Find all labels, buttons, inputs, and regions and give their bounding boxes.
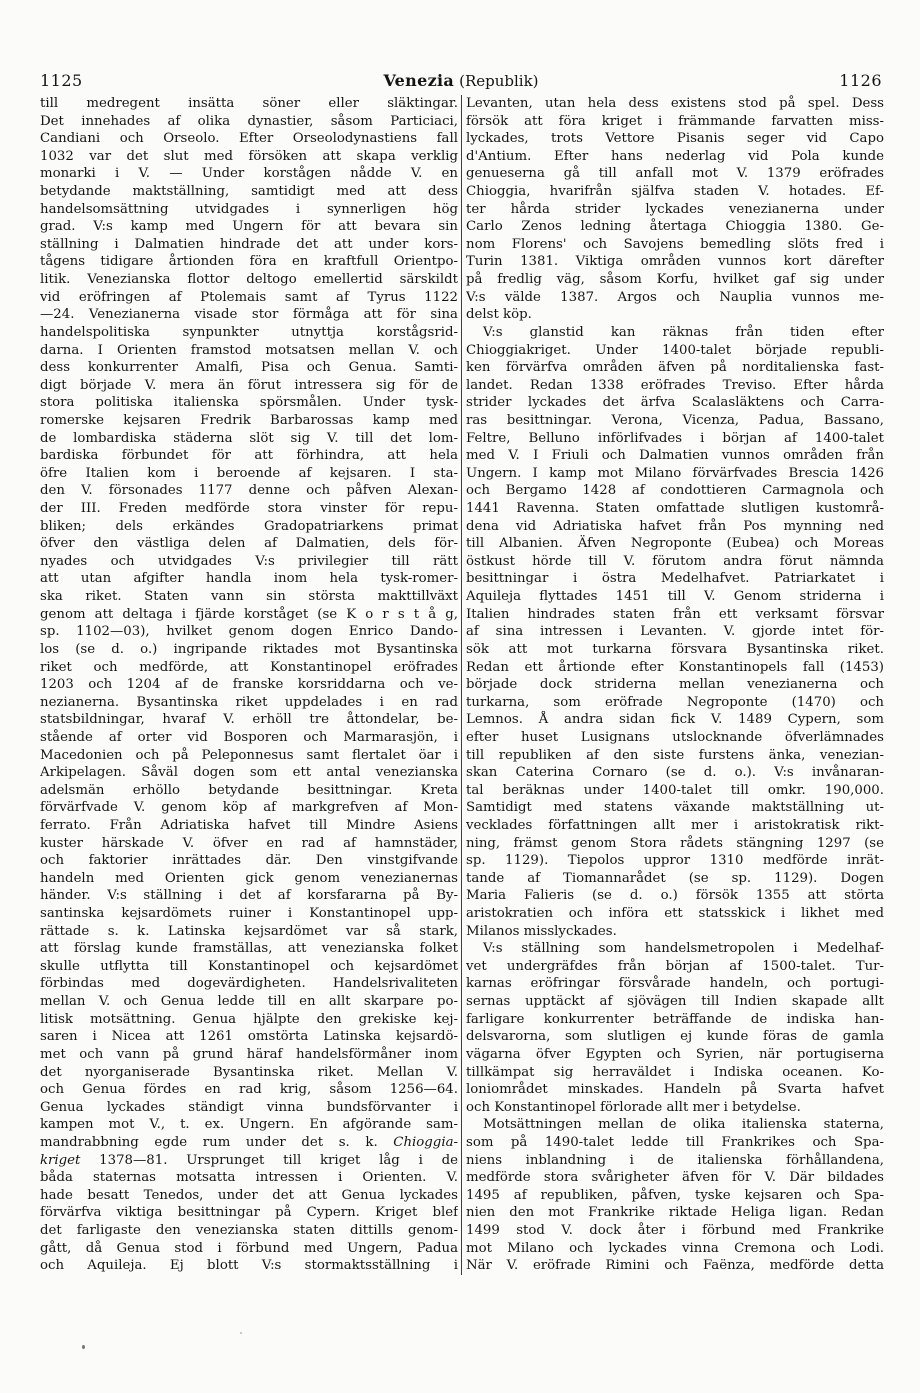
text-line: V:s glanstid kan räknas från tiden efter (483, 324, 884, 340)
text-line: statsbildningar, hvaraf V. erhöll tre åttondelar, be- (40, 712, 458, 728)
text-line: Macedonien och på Peleponnesus samt flertalet öar i (40, 747, 458, 763)
text-line: öfver den västliga delen af Dalmatien, dels för- (40, 536, 458, 552)
text-line: —24. Venezianerna visade stor förmåga att för sina (40, 307, 458, 323)
text-line: turkarna, som eröfrade Negroponte (1470) och (466, 694, 884, 710)
text-line: med V. I Friuli och Dalmatien vunnos områden från (466, 448, 884, 464)
text-line: litisk motsättning. Genua hjälpte den grekiske kej- (40, 1011, 458, 1027)
text-line: ras besittningar. Verona, Vicenza, Padua, Bassano, (466, 412, 884, 428)
text-line: vid eröfringen af Ptolemais samt af Tyrus 1122 (40, 289, 458, 305)
text-line: 1032 var det slut med försöken att skapa verklig (40, 148, 458, 164)
text-line: att utan afgifter handla inom hela tysk-romer- (40, 571, 458, 587)
text-line: adelsmän erhöllo betydande besittningar. Kreta (40, 782, 458, 798)
text-line: Feltre, Belluno införlifvades i början af 1400-talet (466, 430, 884, 446)
text-line: tillkämpat sig herraväldet i Indiska oceanen. Ko- (466, 1064, 884, 1080)
text-line: och faktorier inrättades där. Den vinstgifvande (40, 853, 458, 869)
text-line: stående af orter vid Bosporen och Marmarasjön, i (40, 729, 458, 745)
text-line: nezianerna. Bysantinska riket uppdelades i en rad (40, 694, 458, 710)
text-line: aristokratien och införa ett statsskick i likhet med (466, 906, 884, 922)
text-line: Motsättningen mellan de olika italienska staterna, (483, 1117, 884, 1133)
text-line: vet undergräfdes från början af 1500-talet. Tur- (466, 958, 884, 974)
text-line: Levanten, utan hela dess existens stod på spel. Dess (466, 96, 884, 111)
text-line: vägarna öfver Egypten och Syrien, när portugiserna (466, 1046, 884, 1062)
text-line: Turin 1381. Viktiga områden vunnos kort därefter (466, 254, 884, 270)
text-line: händer. V:s ställning i det af korsfararna på By- (40, 888, 458, 904)
text-line: dess konkurrenter Amalfi, Pisa och Genua. Samti- (40, 360, 458, 376)
column-right (466, 95, 884, 1275)
text-line: dena vid Adriatiska hafvet från Pos mynning ned (466, 518, 884, 534)
text-line: Italien hindrades staten från ett verksamt försvar (466, 606, 884, 622)
text-line: saren i Nicea att 1261 omstörta Latinska kejsardö- (40, 1029, 458, 1045)
text-line: förvärfvade V. genom köp af markgrefven af Mon- (40, 800, 458, 816)
text-line: sp. 1102—03), hvilket genom dogen Enrico Dando- (40, 624, 458, 640)
text-line: skulle utflytta till Konstantinopel och kejsardömet (40, 958, 458, 974)
text-line: bardiska förbundet för att förhindra, att hela (40, 448, 458, 464)
text-line: 1441 Ravenna. Staten omfattade slutligen kustområ- (466, 501, 884, 517)
text-line: medförde stora svårigheter äfven för V. Där bildades (466, 1170, 884, 1186)
text-line: på fredlig väg, såsom Korfu, hvilket gaf sig under (466, 272, 884, 288)
text-line: lyckades, trots Vettore Pisanis seger vid Capo (466, 131, 884, 147)
text-line: nom Florens' och Savojens bemedling slöts fred i (466, 236, 884, 252)
text-line: 1499 stod V. dock åter i förbund med Frankrike (466, 1223, 884, 1238)
text-line: skan Caterina Cornaro (se d. o.). V:s invånaran- (466, 765, 884, 781)
text-line: Redan ett årtionde efter Konstantinopels fall (1453) (466, 659, 884, 675)
page-title-main: Venezia (383, 71, 455, 90)
text-line: farligare konkurrenter beträffande de indiska han- (466, 1011, 884, 1027)
text-line: Ungern. I kamp mot Milano förvärfvades Brescia 1426 (466, 465, 884, 481)
text-line: los (se d. o.) ingripande riktades mot Bysantinska (40, 641, 458, 657)
text-line: strider lyckades det ärfva Scalasläktens och Carra- (466, 395, 884, 411)
text-line: ning, främst genom Stora rådets stängning 1297 (se (466, 835, 884, 851)
text-line: det nyorganiserade Bysantinska riket. Mellan V. (40, 1064, 458, 1080)
text-line: hade besatt Tenedos, under det att Genua lyckades (40, 1187, 458, 1203)
text-line: af sina intressen i Levanten. V. gjorde intet för- (466, 624, 884, 640)
text-line: ken förvärfva områden äfven på norditalienska fast- (466, 360, 884, 376)
text-line: Chioggia, hvarifrån själfva staden V. hotades. Ef- (466, 184, 884, 200)
text-line: handelsomsättning utvidgades i synnerligen hög (40, 201, 458, 217)
text-line: grad. V:s kamp med Ungern för att bevara sin (40, 219, 458, 235)
text-line: ska riket. Staten vann sin största makttillväxt (40, 589, 458, 605)
text-line: nien den mot Frankrike riktade Heliga ligan. Redan (466, 1205, 884, 1221)
text-line: Maria Falieris (se d. o.) försök 1355 att störta (466, 888, 884, 904)
text-line: romerske kejsaren Fredrik Barbarossas kamp med (40, 412, 458, 428)
text-line: Arkipelagen. Såväl dogen som ett antal venezianska (40, 765, 458, 781)
text-line: efter huset Lusignans utslocknande öfverlämnades (466, 729, 884, 745)
text-line: santinska kejsardömets ruiner i Konstantinopel upp- (40, 906, 458, 922)
text-line: och Konstantinopel förlorade allt mer i betydelse. (466, 1099, 801, 1115)
text-line: öfre Italien kom i beroende af kejsaren. I sta- (40, 465, 458, 481)
text-line: tande af Tiomannarådet (se sp. 1129). Dogen (466, 870, 884, 886)
text-line: handeln med Orienten gick genom venezianernas (40, 870, 458, 886)
text-line: genom att deltaga i fjärde korståget (se K o r s t å g, (40, 606, 458, 622)
text-line: mot Milano och lyckades vinna Cremona och Lodi. (466, 1240, 884, 1256)
text-line: delsvarorna, som slutligen ej kunde föras de gamla (466, 1029, 884, 1045)
text-line: Samtidigt med statens växande maktställning ut- (466, 800, 884, 816)
text-line: mellan V. och Genua ledde till en allt skarpare po- (40, 994, 458, 1010)
text-line: Lemnos. Å andra sidan fick V. 1489 Cypern, som (466, 712, 884, 728)
text-line: genueserna gå till anfall mot V. 1379 eröfrades (466, 166, 884, 182)
text-line: monarki i V. — Under korstågen nådde V. en (40, 166, 458, 182)
text-line: bliken; dels erkändes Gradopatriarkens primat (40, 518, 458, 534)
text-line: sernas upptäckt af sjövägen till Indien skapade allt (466, 994, 884, 1010)
text-line: betydande maktställning, samtidigt med att dess (40, 184, 458, 200)
text-line: till republiken af den siste furstens änka, venezian- (466, 747, 884, 763)
text-line: sök att mot turkarna försvara Bysantinska riket. (466, 641, 884, 657)
text-line: började dock striderna mellan venezianerna och (466, 677, 884, 693)
text-line: litik. Venezianska flottor deltogo emellertid särskildt (40, 272, 458, 288)
text-line: de lombardiska städerna slöt sig V. till det lom- (40, 430, 458, 446)
text-line: besittningar i östra Medelhafvet. Patriarkatet i (466, 571, 884, 587)
text-line: Aquileja flyttades 1451 till V. Genom striderna i (466, 589, 884, 605)
text-line: Genua lyckades ständigt vinna bundsförvanter i (40, 1099, 458, 1115)
text-line: kuster härskade V. öfver en rad af hamnstäder, (40, 835, 458, 851)
text-line: Det innehades af olika dynastier, såsom Particiaci, (40, 113, 458, 129)
text-line: vecklades författningen allt mer i aristokratisk rikt- (466, 817, 884, 833)
scan-speck (82, 1345, 85, 1349)
text-line: ter hårda strider lyckades venezianerna under (466, 201, 884, 217)
text-line: till medregent insätta söner eller släktingar. (40, 96, 458, 111)
column-left (40, 95, 458, 1275)
text-line: loniområdet minskades. Handeln på Svarta hafvet (466, 1082, 884, 1098)
text-line: delst köp. (466, 307, 532, 323)
text-line: tågens tidigare årtionden föra en kraftfull Orientpo- (40, 254, 458, 270)
page-number-left: 1125 (40, 71, 83, 90)
text-line: 1495 af republiken, påfven, tyske kejsaren och Spa- (466, 1187, 884, 1203)
page-number-right: 1126 (839, 71, 882, 90)
text-line: och Genua fördes en rad krig, såsom 1256—64. (40, 1082, 458, 1098)
page-title-sub: (Republik) (459, 72, 539, 90)
text-line: nyades och utvidgades V:s privilegier till rätt (40, 553, 458, 569)
text-line: båda staternas motsatta intressen i Orienten. V. (40, 1170, 458, 1186)
text-line: tal beräknas under 1400-talet till omkr. 190,000. (466, 782, 884, 798)
text-line: När V. eröfrade Rimini och Faënza, medförde detta (466, 1258, 884, 1274)
text-line: förbindas med dogevärdigheten. Handelsrivaliteten (40, 976, 458, 992)
scan-speck (240, 1332, 242, 1334)
text-line: det farligaste den venezianska staten dittills genom- (40, 1223, 458, 1238)
text-line: 1203 och 1204 af de franske korsriddarna och ve- (40, 677, 458, 693)
text-line: digt började V. mera än förut intressera sig för de (40, 377, 458, 393)
text-line: kampen mot V., t. ex. Ungern. En afgörande sam- (40, 1117, 458, 1133)
text-line: rättade s. k. Latinska kejsardömet var så stark, (40, 923, 458, 939)
text-line: niens inblandning i de italienska förhållandena, (466, 1152, 884, 1168)
text-line: sp. 1129). Tiepolos uppror 1310 medförde inrät- (466, 853, 884, 869)
text-line: V:s välde 1387. Argos och Nauplia vunnos me- (466, 289, 884, 305)
page-header (40, 71, 882, 93)
text-line: till Albanien. Äfven Negroponte (Eubea) och Moreas (466, 536, 884, 552)
text-line: och Bergamo 1428 af condottieren Carmagnola och (466, 483, 884, 499)
text-line: karnas eröfringar försvårade handeln, och portugi- (466, 976, 884, 992)
text-line: och Aquileja. Ej blott V:s stormaktsställning i (40, 1258, 458, 1274)
text-line: försök att föra kriget i främmande farvatten miss- (466, 113, 884, 129)
text-line: riket och medförde, att Konstantinopel eröfrades (40, 659, 458, 675)
text-line: Chioggiakriget. Under 1400-talet började republi- (466, 342, 884, 358)
text-line: Milanos misslyckades. (466, 923, 617, 939)
text-line: met och vann på grund häraf handelsförmåner inom (40, 1046, 458, 1062)
text-line: handelspolitiska synpunkter utnyttja korstågsrid- (40, 324, 458, 340)
text-line: ferrato. Från Adriatiska hafvet till Mindre Asiens (40, 817, 458, 833)
text-line: darna. I Orienten framstod motsatsen mellan V. och (40, 342, 458, 358)
text-line: d'Antium. Efter hans nederlag vid Pola kunde (466, 148, 884, 164)
text-line: der III. Freden medförde stora vinster för repu- (40, 501, 458, 517)
text-line: gått, då Genua stod i förbund med Ungern, Padua (40, 1240, 458, 1256)
text-line: Candiani och Orseolo. Efter Orseolodynastiens fall (40, 131, 458, 147)
text-line: stora politiska italienska spörsmålen. Under tysk- (40, 395, 458, 411)
text-line: mandrabbning egde rum under det s. k. Chioggia- (40, 1134, 458, 1150)
text-line: den V. försonades 1177 denne och påfven Alexan- (40, 483, 458, 499)
text-line: förvärfva viktiga besittningar på Cypern. Kriget blef (40, 1205, 458, 1221)
text-line: att förslag kunde framställas, att venezianska folket (40, 941, 458, 957)
text-line: Carlo Zenos ledning återtaga Chioggia 1380. Ge- (466, 219, 884, 235)
text-line: som på 1490-talet ledde till Frankrikes och Spa- (466, 1134, 884, 1150)
text-line: kriget 1378—81. Ursprunget till kriget låg i de (40, 1152, 458, 1168)
page-title (40, 71, 882, 90)
text-line: V:s ställning som handelsmetropolen i Medelhaf- (483, 941, 884, 957)
text-line: östkust hörde till V. förutom andra förut nämnda (466, 553, 884, 569)
text-columns (40, 95, 884, 1275)
text-line: ställning i Dalmatien hindrade det att under kors- (40, 236, 458, 252)
text-line: landet. Redan 1338 eröfrades Treviso. Efter hårda (466, 377, 884, 393)
